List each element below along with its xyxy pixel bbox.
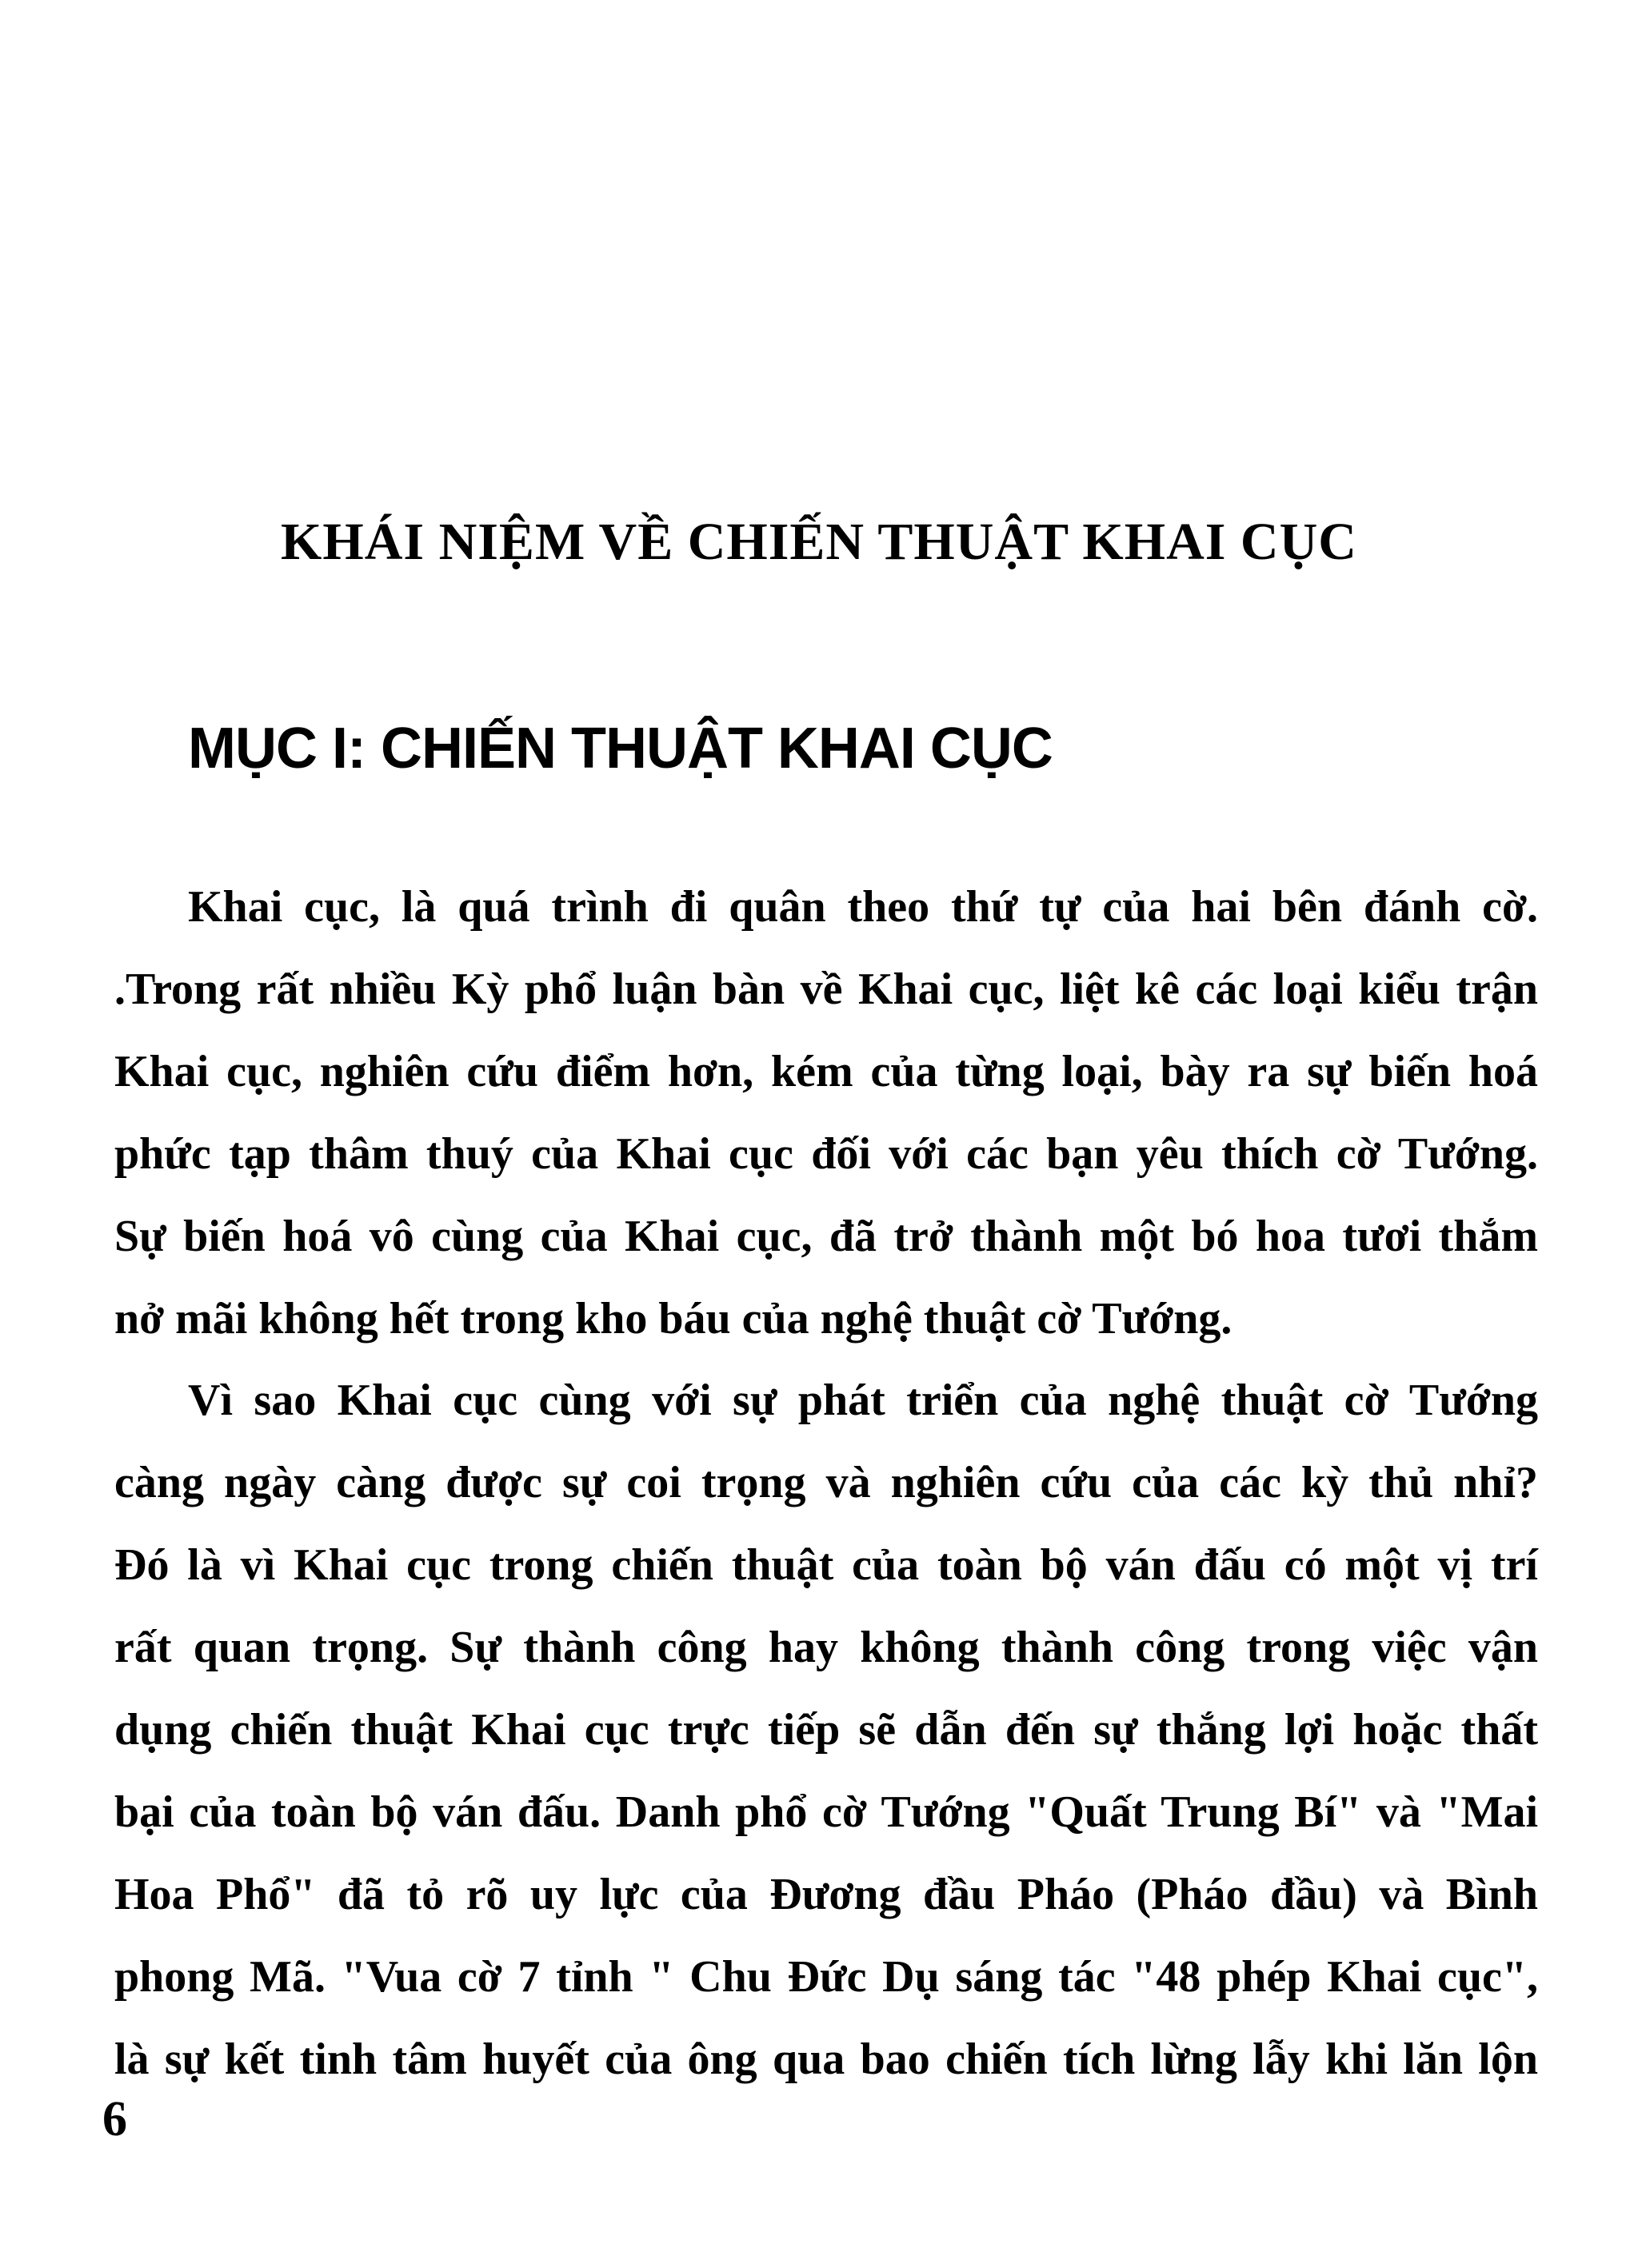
paragraph-line: Đó là vì Khai cục trong chiến thuật của toàn bộ ván đấu có một vị trí — [114, 1540, 1538, 1590]
paragraph-line: Hoa Phổ" đã tỏ rõ uy lực của Đương đầu Pháo (Pháo đầu) và Bình — [114, 1870, 1538, 1919]
paragraph-line: rất quan trọng. Sự thành công hay không thành công trong việc vận — [114, 1623, 1538, 1672]
section-title: MỤC I: CHIẾN THUẬT KHAI CỤC — [188, 717, 1053, 781]
page-number: 6 — [102, 2092, 127, 2146]
paragraph-line: .Trong rất nhiều Kỳ phổ luận bàn về Khai cục, liệt kê các loại kiểu trận — [114, 964, 1538, 1014]
paragraph-line: bại của toàn bộ ván đấu. Danh phổ cờ Tướng "Quất Trung Bí" và "Mai — [114, 1787, 1538, 1837]
paragraph-2 — [114, 1360, 1538, 2101]
paragraph-line: Khai cục, nghiên cứu điểm hơn, kém của từng loại, bày ra sự biến hoá — [114, 1047, 1538, 1096]
paragraph-line: phong Mã. "Vua cờ 7 tỉnh " Chu Đức Dụ sáng tác "48 phép Khai cục", — [114, 1952, 1538, 2002]
paragraph-line: Sự biến hoá vô cùng của Khai cục, đã trở thành một bó hoa tươi thắm — [114, 1212, 1538, 1261]
paragraph-line: phức tạp thâm thuý của Khai cục đối với các bạn yêu thích cờ Tướng. — [114, 1129, 1538, 1179]
paragraph-line: Khai cục, là quá trình đi quân theo thứ tự của hai bên đánh cờ. — [188, 882, 1538, 932]
paragraph-line: dụng chiến thuật Khai cục trực tiếp sẽ dẫn đến sự thắng lợi hoặc thất — [114, 1705, 1538, 1755]
paragraph-line: càng ngày càng được sự coi trọng và nghiên cứu của các kỳ thủ nhỉ? — [114, 1458, 1538, 1507]
paragraph-line: Vì sao Khai cục cùng với sự phát triển của nghệ thuật cờ Tướng — [188, 1376, 1538, 1425]
paragraph-line: nở mãi không hết trong kho báu của nghệ thuật cờ Tướng. — [114, 1294, 1232, 1344]
chapter-title: KHÁI NIỆM VỀ CHIẾN THUẬT KHAI CỤC — [281, 513, 1357, 571]
paragraph-1 — [114, 866, 1538, 1360]
paragraph-line: là sự kết tinh tâm huyết của ông qua bao chiến tích lừng lẫy khi lăn lộn — [114, 2034, 1538, 2084]
